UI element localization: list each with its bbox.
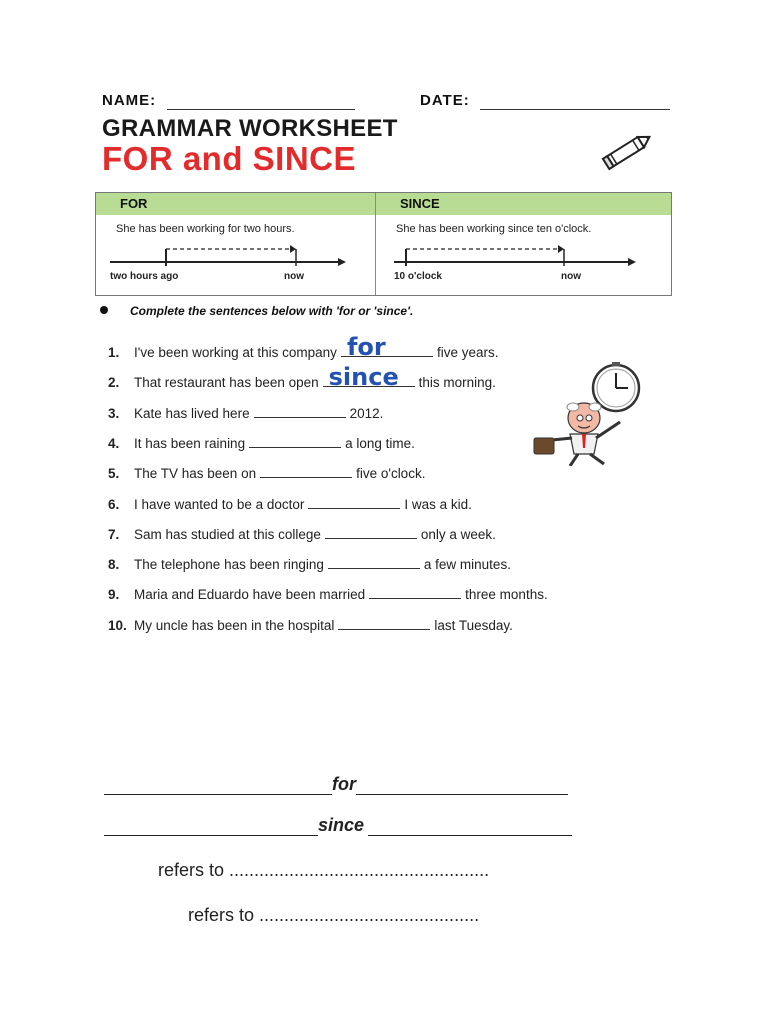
question-row: [108, 405, 383, 421]
answer-blank[interactable]: [254, 405, 346, 418]
answer-blank[interactable]: [338, 617, 430, 630]
pencil-icon: [598, 130, 656, 174]
for-left-blank[interactable]: [104, 776, 332, 795]
refers-to-line-2[interactable]: refers to ............................................: [188, 905, 480, 925]
name-label: NAME:: [102, 92, 157, 109]
question-row: [108, 496, 472, 512]
instruction: [130, 304, 413, 318]
for-heading: FOR: [96, 193, 375, 215]
answer-blank[interactable]: [325, 526, 417, 539]
bullet-icon: [100, 306, 108, 314]
question-row: [108, 556, 511, 572]
question-text: That restaurant has been open: [134, 375, 319, 391]
question-number: 6.: [108, 496, 120, 512]
handwritten-answer: since: [328, 363, 399, 392]
name-line[interactable]: [167, 95, 355, 110]
question-row: [108, 617, 513, 633]
date-line[interactable]: [480, 95, 670, 110]
for-start-label: two hours ago: [110, 271, 179, 282]
for-right-blank[interactable]: [356, 776, 568, 795]
since-column: [376, 193, 671, 295]
since-end-label: now: [561, 271, 581, 282]
question-number: 8.: [108, 557, 120, 573]
since-word: since: [318, 815, 365, 835]
for-example-sentence: She has been working for two hours.: [116, 223, 295, 235]
worksheet-title: GRAMMAR WORKSHEET: [102, 115, 398, 142]
question-row: [108, 465, 425, 481]
handwritten-answer: for: [346, 333, 386, 361]
question-text: Maria and Eduardo have been married: [134, 587, 366, 603]
question-number: 4.: [108, 435, 120, 451]
question-text: Sam has studied at this college: [134, 526, 321, 542]
question-row: [108, 435, 415, 451]
date-label: DATE:: [420, 92, 470, 109]
question-text: The TV has been on: [134, 466, 257, 482]
since-rule-line: [104, 815, 572, 836]
since-heading: SINCE: [376, 193, 671, 215]
reference-box: [95, 192, 672, 296]
for-rule-line: [104, 774, 568, 795]
question-row: [108, 586, 548, 602]
question-ending: three months.: [465, 587, 548, 603]
refers-to-line-1[interactable]: refers to ....................................................: [158, 860, 490, 880]
name-field: [102, 92, 355, 110]
since-example-sentence: She has been working since ten o'clock.: [396, 223, 592, 235]
question-number: 1.: [108, 345, 120, 360]
since-right-blank[interactable]: [368, 817, 572, 836]
question-number: 2.: [108, 375, 120, 391]
question-ending: I was a kid.: [404, 496, 472, 512]
answer-blank[interactable]: [328, 556, 420, 569]
instruction-text: Complete the sentences below with 'for or 'since'.: [130, 304, 414, 318]
since-start-label: 10 o'clock: [394, 271, 442, 282]
question-row: [108, 526, 496, 542]
question-text: I have wanted to be a doctor: [134, 496, 305, 512]
question-text: It has been raining: [134, 435, 246, 451]
since-left-blank[interactable]: [104, 817, 318, 836]
question-ending: only a week.: [420, 526, 496, 542]
answer-blank[interactable]: [369, 586, 461, 599]
question-text: The telephone has been ringing: [134, 557, 324, 573]
answer-blank[interactable]: [308, 496, 400, 509]
question-text: Kate has lived here: [134, 405, 250, 421]
for-timeline: [106, 241, 346, 269]
question-number: 5.: [108, 466, 120, 482]
for-end-label: now: [284, 271, 304, 282]
for-word: for: [332, 774, 356, 794]
question-number: 3.: [108, 405, 120, 421]
question-number: 9.: [108, 587, 120, 603]
question-ending: last Tuesday.: [434, 617, 513, 633]
answer-blank[interactable]: [341, 333, 433, 361]
answer-blank[interactable]: [323, 363, 415, 392]
question-ending: a long time.: [345, 435, 415, 451]
question-text: My uncle has been in the hospital: [134, 617, 335, 633]
question-number: 7.: [108, 526, 120, 542]
question-number: 10.: [108, 617, 127, 633]
answer-blank[interactable]: [249, 435, 341, 448]
question-ending: five years.: [436, 345, 499, 360]
answer-blank[interactable]: [260, 465, 352, 478]
question-row: [108, 333, 499, 361]
question-ending: a few minutes.: [423, 557, 511, 573]
question-ending: 2012.: [349, 405, 384, 421]
clock-icon: [593, 362, 639, 411]
since-timeline: [390, 241, 636, 269]
question-ending: this morning.: [418, 375, 496, 391]
question-text: I've been working at this company: [134, 345, 337, 360]
question-row: [108, 363, 496, 392]
running-businessman-icon: [528, 362, 646, 466]
for-column: [96, 193, 375, 295]
date-field: [420, 92, 670, 110]
worksheet-subtitle: FOR and SINCE: [102, 140, 357, 177]
question-ending: five o'clock.: [356, 466, 426, 482]
